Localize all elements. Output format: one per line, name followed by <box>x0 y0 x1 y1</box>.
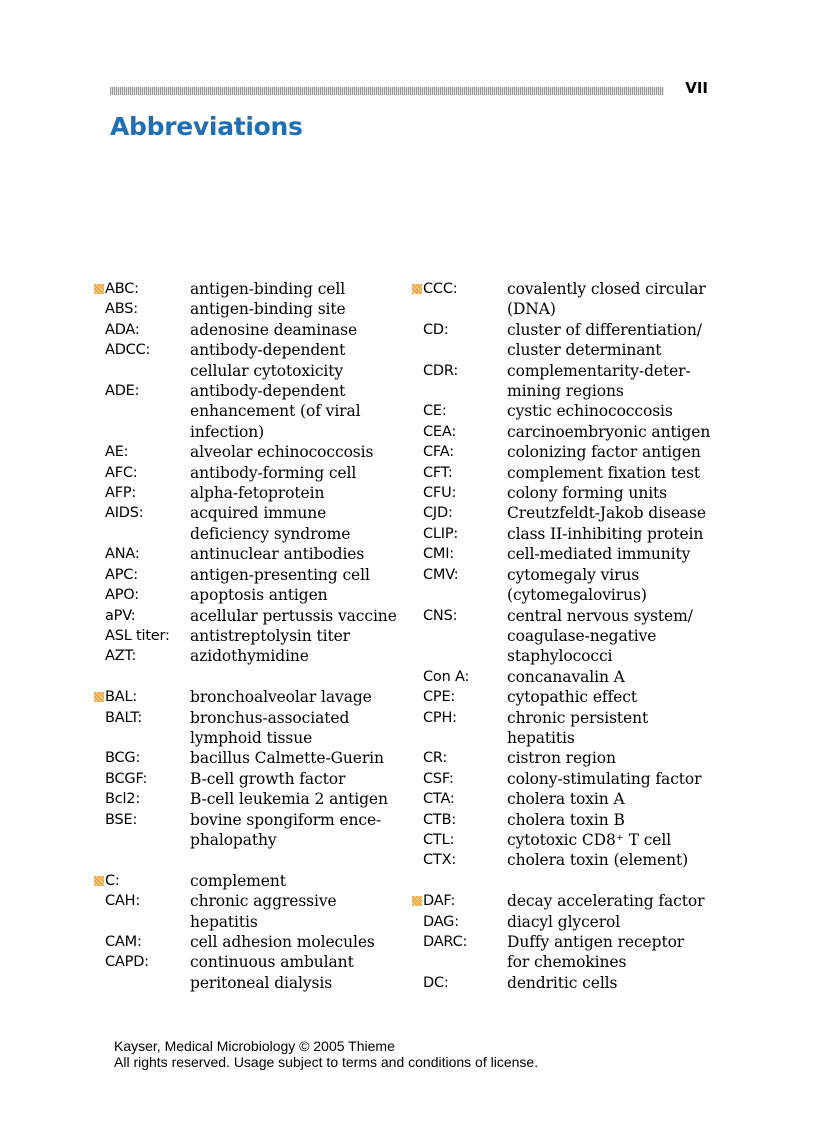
abbreviation-entry <box>92 279 412 299</box>
definition-line: azidothymidine <box>190 647 309 666</box>
marker-spacer <box>410 442 423 462</box>
abbreviation-term: ASL titer: <box>105 627 170 644</box>
abbreviation-definition <box>507 748 716 768</box>
abbreviation-definition <box>190 871 412 891</box>
abbreviations-left-column <box>92 279 412 993</box>
abbreviation-definition <box>190 626 412 646</box>
abbreviation-definition <box>190 810 412 851</box>
marker-spacer <box>92 789 105 809</box>
definition-line: Creutzfeldt-Jakob disease <box>507 504 706 523</box>
section-marker-icon <box>92 687 105 707</box>
abbreviation-entry <box>92 463 412 483</box>
definition-line: bronchoalveolar lavage <box>190 688 372 707</box>
abbreviation-term: CAH: <box>105 893 141 910</box>
abbreviation-term: CMV: <box>423 566 459 583</box>
marker-spacer <box>92 503 105 544</box>
abbreviation-definition <box>190 891 412 932</box>
abbreviation-entry <box>92 606 412 626</box>
definition-line: concanavalin A <box>507 667 625 686</box>
abbreviation-entry <box>410 708 716 749</box>
definition-line: peritoneal dialysis <box>190 973 333 992</box>
abbreviation-definition <box>507 401 716 421</box>
abbreviation-entry <box>92 871 412 891</box>
abbreviation-definition <box>507 891 716 911</box>
abbreviation-term: CLIP: <box>423 525 459 542</box>
abbreviation-term: CPE: <box>423 689 456 706</box>
abbreviation-term: CJD: <box>423 505 453 522</box>
definition-line: (DNA) <box>507 300 556 319</box>
abbreviation-entry <box>410 789 716 809</box>
abbreviation-entry <box>92 381 412 442</box>
abbreviation-term: CTB: <box>423 811 457 828</box>
abbreviation-entry <box>92 952 412 993</box>
abbreviation-term: BCGF: <box>105 770 148 787</box>
marker-spacer <box>92 932 105 952</box>
abbreviation-term: ANA: <box>105 546 140 563</box>
abbreviation-term: ABC: <box>105 281 139 297</box>
definition-line: cistron region <box>507 749 616 768</box>
abbreviation-definition <box>190 708 412 749</box>
definition-line: chronic persistent <box>507 708 649 727</box>
abbreviation-definition <box>190 932 412 952</box>
definition-line: staphylococci <box>507 647 613 666</box>
definition-line: alveolar echinococcosis <box>190 443 374 462</box>
definition-line: cluster determinant <box>507 341 662 360</box>
definition-line: apoptosis antigen <box>190 586 328 605</box>
abbreviation-term: ADCC: <box>105 342 151 359</box>
marker-spacer <box>410 912 423 932</box>
definition-line: bronchus-associated <box>190 708 350 727</box>
abbreviation-entry <box>410 932 716 973</box>
abbreviation-term: CTA: <box>423 791 455 808</box>
abbreviation-entry <box>410 361 716 402</box>
abbreviation-definition <box>190 748 412 768</box>
abbreviation-term: BALT: <box>105 709 143 726</box>
definition-line: hepatitis <box>190 912 258 931</box>
marker-spacer <box>410 544 423 564</box>
section-marker-icon <box>410 279 423 320</box>
abbreviation-term: DC: <box>423 974 449 991</box>
definition-line: antinuclear antibodies <box>190 545 365 564</box>
abbreviation-definition <box>507 483 716 503</box>
page-number: VII <box>685 79 708 97</box>
abbreviation-definition <box>507 463 716 483</box>
abbreviation-definition <box>507 422 716 442</box>
marker-spacer <box>410 667 423 687</box>
abbreviation-definition <box>190 789 412 809</box>
footer-line-2: All rights reserved. Usage subject to terms and conditions of license. <box>114 1054 539 1070</box>
marker-spacer <box>92 483 105 503</box>
definition-line: complement fixation test <box>507 463 701 482</box>
marker-spacer <box>92 626 105 646</box>
abbreviations-right-column <box>410 279 716 993</box>
marker-spacer <box>92 646 105 666</box>
definition-line: cytopathic effect <box>507 688 637 707</box>
definition-line: cholera toxin A <box>507 790 625 809</box>
abbreviation-definition <box>190 646 412 666</box>
abbreviation-entry <box>92 585 412 605</box>
abbreviation-term: CTX: <box>423 852 457 869</box>
definition-line: cell-mediated immunity <box>507 545 691 564</box>
abbreviation-entry <box>410 973 716 993</box>
abbreviation-definition <box>190 544 412 564</box>
definition-line: antigen-binding site <box>190 300 346 319</box>
definition-line: cytomegaly virus <box>507 565 640 584</box>
abbreviation-definition <box>507 503 716 523</box>
abbreviation-group <box>410 891 716 993</box>
marker-spacer <box>92 442 105 462</box>
marker-spacer <box>410 463 423 483</box>
abbreviation-entry <box>92 748 412 768</box>
abbreviation-definition <box>190 279 412 299</box>
marker-spacer <box>92 320 105 340</box>
abbreviation-definition <box>190 381 412 442</box>
definition-line: cellular cytotoxicity <box>190 361 344 380</box>
abbreviation-group <box>410 279 716 871</box>
marker-spacer <box>410 789 423 809</box>
abbreviation-definition <box>507 565 716 606</box>
abbreviation-definition <box>507 830 716 850</box>
abbreviation-entry <box>410 544 716 564</box>
abbreviation-group <box>92 279 412 667</box>
abbreviation-definition <box>507 932 716 973</box>
abbreviation-definition <box>190 952 412 993</box>
marker-spacer <box>410 932 423 973</box>
abbreviation-entry <box>92 708 412 749</box>
definition-line: antigen-binding cell <box>190 280 346 298</box>
abbreviation-term: ADA: <box>105 321 140 338</box>
marker-spacer <box>92 769 105 789</box>
abbreviation-entry <box>410 442 716 462</box>
definition-line: acquired immune <box>190 504 327 523</box>
abbreviation-term: CFT: <box>423 464 453 481</box>
abbreviation-term: CDR: <box>423 362 459 379</box>
definition-line: chronic aggressive <box>190 892 337 911</box>
marker-spacer <box>92 585 105 605</box>
definition-line: covalently closed circular <box>507 280 706 298</box>
abbreviation-definition <box>507 912 716 932</box>
abbreviation-entry <box>410 912 716 932</box>
definition-line: infection) <box>190 422 265 441</box>
definition-line: lymphoid tissue <box>190 728 313 747</box>
definition-line: acellular pertussis vaccine <box>190 606 397 625</box>
definition-line: cystic echinococcosis <box>507 402 673 421</box>
marker-spacer <box>410 769 423 789</box>
abbreviation-definition <box>507 606 716 667</box>
marker-spacer <box>92 299 105 319</box>
definition-line: adenosine deaminase <box>190 320 358 339</box>
marker-spacer <box>92 708 105 749</box>
abbreviation-entry <box>92 544 412 564</box>
definition-line: antistreptolysin titer <box>190 626 350 645</box>
abbreviation-definition <box>190 299 412 319</box>
abbreviation-term: CCC: <box>423 281 458 297</box>
abbreviation-definition <box>507 973 716 993</box>
abbreviation-term: AFC: <box>105 464 138 481</box>
definition-line: central nervous system/ <box>507 606 693 625</box>
abbreviation-entry <box>92 565 412 585</box>
abbreviation-entry <box>92 483 412 503</box>
abbreviation-entry <box>92 789 412 809</box>
footer-line-1: Kayser, Medical Microbiology © 2005 Thieme <box>114 1038 395 1054</box>
marker-spacer <box>410 850 423 870</box>
abbreviation-term: CMI: <box>423 546 454 563</box>
definition-line: antigen-presenting cell <box>190 565 370 584</box>
abbreviation-entry <box>410 810 716 830</box>
abbreviation-entry <box>410 748 716 768</box>
marker-spacer <box>92 565 105 585</box>
abbreviation-term: CE: <box>423 403 447 420</box>
definition-line: hepatitis <box>507 728 575 747</box>
marker-spacer <box>410 503 423 523</box>
marker-spacer <box>410 565 423 606</box>
abbreviation-entry <box>410 401 716 421</box>
abbreviation-term: aPV: <box>105 607 136 624</box>
marker-spacer <box>410 606 423 667</box>
abbreviation-entry <box>92 932 412 952</box>
abbreviation-entry <box>410 667 716 687</box>
group-spacer <box>92 667 412 687</box>
abbreviation-definition <box>507 667 716 687</box>
marker-spacer <box>92 810 105 851</box>
abbreviation-definition <box>507 442 716 462</box>
abbreviation-definition <box>507 361 716 402</box>
marker-spacer <box>92 891 105 932</box>
definition-line: coagulase-negative <box>507 626 657 645</box>
abbreviation-entry <box>410 279 716 320</box>
abbreviation-entry <box>410 320 716 361</box>
abbreviation-term: C: <box>105 872 120 889</box>
group-spacer <box>410 871 716 891</box>
definition-line: antibody-dependent <box>190 341 346 360</box>
abbreviation-definition <box>190 565 412 585</box>
page-title: Abbreviations <box>110 112 303 141</box>
marker-spacer <box>410 401 423 421</box>
abbreviation-entry <box>410 483 716 503</box>
abbreviation-term: CFA: <box>423 444 454 461</box>
abbreviation-definition <box>507 320 716 361</box>
abbreviation-definition <box>190 503 412 544</box>
abbreviation-term: AFP: <box>105 485 137 502</box>
abbreviation-definition <box>190 483 412 503</box>
abbreviation-definition <box>507 850 716 870</box>
marker-spacer <box>410 973 423 993</box>
abbreviation-group <box>92 871 412 993</box>
header-rule <box>110 87 664 95</box>
abbreviation-group <box>92 687 412 850</box>
marker-spacer <box>410 748 423 768</box>
abbreviation-entry <box>92 299 412 319</box>
abbreviation-entry <box>92 769 412 789</box>
copyright-footer <box>114 1038 538 1070</box>
marker-spacer <box>410 524 423 544</box>
marker-spacer <box>92 463 105 483</box>
abbreviation-entry <box>92 687 412 707</box>
definition-line: carcinoembryonic antigen <box>507 422 711 441</box>
abbreviation-term: BSE: <box>105 811 138 828</box>
marker-spacer <box>92 381 105 442</box>
abbreviation-entry <box>410 769 716 789</box>
definition-line: continuous ambulant <box>190 953 354 972</box>
abbreviation-term: BCG: <box>105 750 141 767</box>
abbreviation-definition <box>190 687 412 707</box>
abbreviation-definition <box>507 769 716 789</box>
abbreviation-entry <box>410 687 716 707</box>
abbreviation-entry <box>410 422 716 442</box>
definition-line: antibody-forming cell <box>190 463 357 482</box>
abbreviation-term: CPH: <box>423 709 457 726</box>
abbreviation-definition <box>190 463 412 483</box>
definition-line: complement <box>190 871 286 890</box>
marker-spacer <box>92 544 105 564</box>
marker-spacer <box>410 483 423 503</box>
abbreviation-term: CR: <box>423 750 448 767</box>
definition-line: deficiency syndrome <box>190 524 351 543</box>
abbreviation-entry <box>92 320 412 340</box>
definition-line: colony forming units <box>507 484 668 503</box>
definition-line: (cytomegalovirus) <box>507 586 647 605</box>
definition-line: B-cell leukemia 2 antigen <box>190 790 388 809</box>
definition-line: cholera toxin B <box>507 810 625 829</box>
definition-line: diacyl glycerol <box>507 912 621 931</box>
abbreviation-entry <box>410 503 716 523</box>
definition-line: cholera toxin (element) <box>507 851 689 870</box>
definition-line: Duffy antigen receptor <box>507 932 685 951</box>
abbreviation-term: APC: <box>105 566 138 583</box>
abbreviation-definition <box>190 320 412 340</box>
marker-spacer <box>410 687 423 707</box>
abbreviation-entry <box>92 442 412 462</box>
section-marker-icon <box>92 279 105 299</box>
abbreviation-entry <box>410 891 716 911</box>
abbreviation-entry <box>92 503 412 544</box>
definition-line: cluster of differentiation/ <box>507 320 702 339</box>
abbreviation-definition <box>190 606 412 626</box>
marker-spacer <box>410 708 423 749</box>
abbreviation-entry <box>410 463 716 483</box>
abbreviation-definition <box>190 340 412 381</box>
abbreviation-entry <box>410 606 716 667</box>
definition-line: antibody-dependent <box>190 382 346 401</box>
abbreviation-definition <box>190 442 412 462</box>
abbreviation-entry <box>410 850 716 870</box>
abbreviation-entry <box>92 810 412 851</box>
abbreviation-term: CAPD: <box>105 954 149 971</box>
abbreviation-definition <box>190 769 412 789</box>
abbreviation-definition <box>507 789 716 809</box>
definition-line: class II-inhibiting protein <box>507 524 704 543</box>
abbreviation-entry <box>92 646 412 666</box>
abbreviation-term: DAF: <box>423 893 456 910</box>
abbreviation-term: CFU: <box>423 485 457 502</box>
abbreviation-term: AIDS: <box>105 505 144 522</box>
abbreviation-term: AE: <box>105 444 129 461</box>
definition-line: for chemokines <box>507 953 627 972</box>
abbreviation-entry <box>410 830 716 850</box>
abbreviation-term: CAM: <box>105 933 142 950</box>
marker-spacer <box>92 748 105 768</box>
definition-line: dendritic cells <box>507 973 618 992</box>
abbreviation-definition <box>507 708 716 749</box>
abbreviation-term: ABS: <box>105 301 138 318</box>
abbreviation-term: CTL: <box>423 831 455 848</box>
marker-spacer <box>410 320 423 361</box>
definition-line: colony-stimulating factor <box>507 769 702 788</box>
abbreviation-definition <box>507 810 716 830</box>
definition-line: complementarity-deter- <box>507 361 691 380</box>
definition-line: mining regions <box>507 382 624 401</box>
abbreviation-definition <box>507 279 716 320</box>
abbreviation-term: BAL: <box>105 689 138 706</box>
abbreviation-term: CEA: <box>423 423 457 440</box>
abbreviation-definition <box>507 544 716 564</box>
abbreviation-entry <box>410 524 716 544</box>
abbreviation-term: Con A: <box>423 668 470 685</box>
abbreviation-entry <box>92 626 412 646</box>
group-spacer <box>92 850 412 870</box>
abbreviation-term: CD: <box>423 321 449 338</box>
marker-spacer <box>410 361 423 402</box>
definition-line: bacillus Calmette-Guerin <box>190 749 384 768</box>
abbreviation-entry <box>92 340 412 381</box>
definition-line: cytotoxic CD8⁺ T cell <box>507 830 672 849</box>
definition-line: B-cell growth factor <box>190 769 346 788</box>
abbreviation-term: DAG: <box>423 913 459 930</box>
abbreviation-term: AZT: <box>105 648 137 665</box>
definition-line: bovine spongiform ence- <box>190 810 382 829</box>
abbreviation-term: Bcl2: <box>105 791 141 808</box>
abbreviation-term: CNS: <box>423 607 458 624</box>
definition-line: decay accelerating factor <box>507 892 705 911</box>
marker-spacer <box>92 340 105 381</box>
definition-line: cell adhesion molecules <box>190 932 375 951</box>
abbreviation-term: APO: <box>105 587 139 604</box>
section-marker-icon <box>92 871 105 891</box>
abbreviation-term: ADE: <box>105 383 140 400</box>
definition-line: colonizing factor antigen <box>507 443 701 462</box>
definition-line: phalopathy <box>190 830 277 849</box>
marker-spacer <box>410 422 423 442</box>
abbreviation-entry <box>410 565 716 606</box>
section-marker-icon <box>410 891 423 911</box>
definition-line: alpha-fetoprotein <box>190 484 325 503</box>
marker-spacer <box>410 810 423 830</box>
marker-spacer <box>92 606 105 626</box>
abbreviation-term: CSF: <box>423 770 454 787</box>
marker-spacer <box>92 952 105 993</box>
abbreviation-term: DARC: <box>423 933 468 950</box>
abbreviation-entry <box>92 891 412 932</box>
marker-spacer <box>410 830 423 850</box>
abbreviation-definition <box>507 524 716 544</box>
abbreviation-definition <box>190 585 412 605</box>
abbreviation-definition <box>507 687 716 707</box>
definition-line: enhancement (of viral <box>190 402 361 421</box>
